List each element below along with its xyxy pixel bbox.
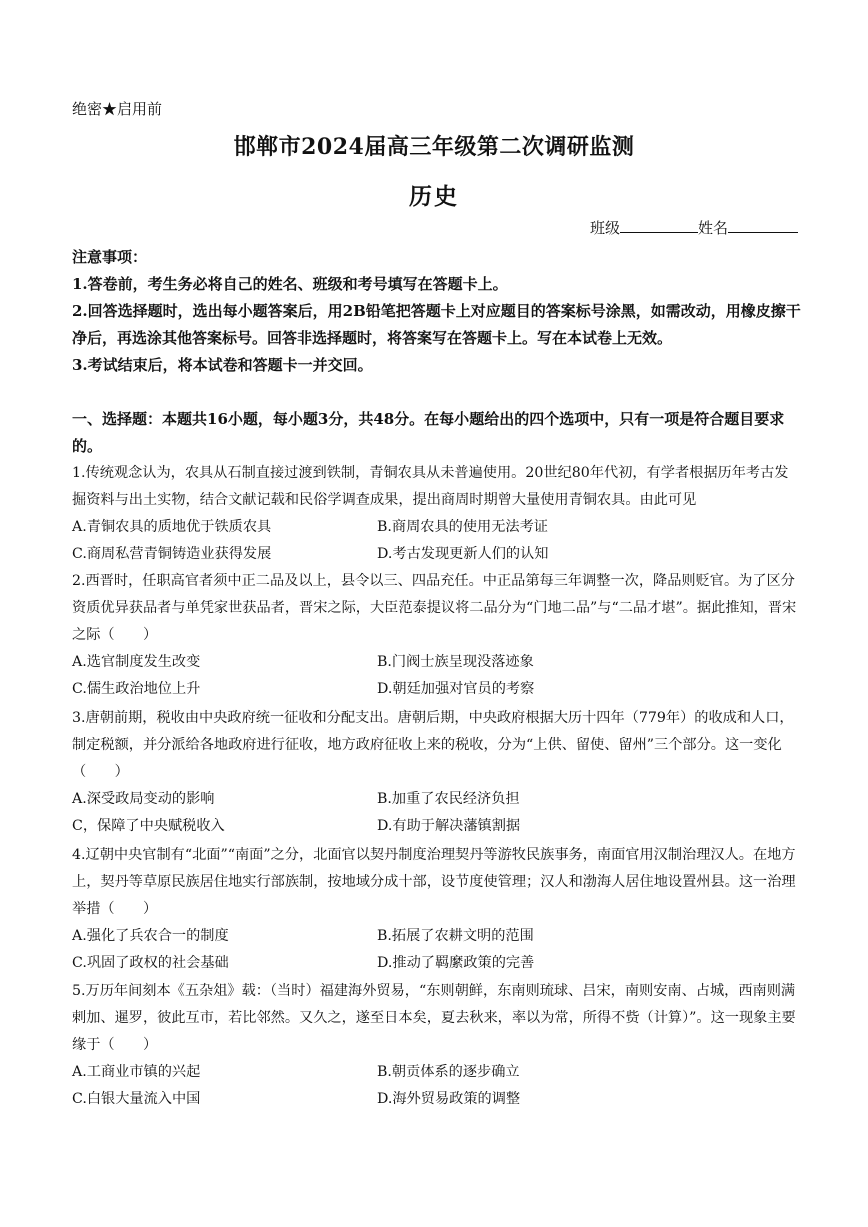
option-d[interactable]: D.朝廷加强对官员的考察 [377,681,535,697]
class-label: 班级 [589,219,620,237]
question-options [72,923,802,977]
question-stem: 5.万历年间刻本《五杂俎》载：（当时）福建海外贸易，“东则朝鲜，东南则琉球、吕宋，南则安南、占城，西南则满剌加、暹罗，彼此互市，若比邻然。又久之，遂至日本矣，夏去秋来，率以为常，所得不赀（计算）”。这一现象主要缘于（ ） [72,983,796,1053]
confidential-mark: 绝密★启用前 [72,100,163,118]
option-b[interactable]: B.朝贡体系的逐步确立 [377,1064,520,1080]
question-2 [72,568,802,703]
option-a[interactable]: A.强化了兵农合一的制度 [72,928,229,944]
subject-title: 历史 [409,183,459,210]
question-3 [72,705,802,840]
option-d[interactable]: D.有助于解决藩镇割据 [377,818,521,834]
question-stem: 4.辽朝中央官制有“北面”“南面”之分，北面官以契丹制度治理契丹等游牧民族事务，南面官用汉制治理汉人。在地方上，契丹等草原民族居住地实行部族制，按地域分成十部，设节度使管理；汉人和渤海人居住地设置州县。这一治理举措（ ） [72,847,796,917]
question-stem: 2.西晋时，任职高官者须中正二品及以上，县令以三、四品充任。中正品第每三年调整一次，降品则贬官。为了区分资质优异获品者与单凭家世获品者，晋宋之际，大臣范泰提议将二品分为“门地二品”与“二品才堪”。据此推知，晋宋之际（ ） [72,573,797,643]
option-c[interactable]: C.巩固了政权的社会基础 [72,955,229,971]
exam-title: 邯郸市2024届高三年级第二次调研监测 [233,134,635,160]
notes-heading: 注意事项： [72,248,148,266]
notes-item: 2.回答选择题时，选出每小题答案后，用2B铅笔把答题卡上对应题目的答案标号涂黑，如需改动，用橡皮擦干净后，再选涂其他答案标号。回答非选择题时，将答案写在答题卡上。写在本试卷上无效。 [72,302,801,347]
question-5 [72,978,802,1113]
option-b[interactable]: B.商周农具的使用无法考证 [377,519,548,535]
notes-item: 1.答卷前，考生务必将自己的姓名、班级和考号填写在答题卡上。 [72,275,508,293]
class-blank [620,218,698,233]
option-b[interactable]: B.加重了农民经济负担 [377,791,520,807]
notes-item: 3.考试结束后，将本试卷和答题卡一并交回。 [72,356,373,374]
notes-section [72,244,802,379]
option-d[interactable]: D.考古发现更新人们的认知 [377,546,549,562]
student-info-line [590,217,798,238]
section-heading: 一、选择题：本题共16小题，每小题3分，共48分。在每小题给出的四个选项中，只有一项是符合题目要求的。 [72,410,785,455]
name-label: 姓名 [697,219,728,237]
question-stem: 3.唐朝前期，税收由中央政府统一征收和分配支出。唐朝后期，中央政府根据大历十四年（779年）的收成和人口，制定税额，并分派给各地政府进行征收，地方政府征收上来的税收，分为“上供、留使、留州”三个部分。这一变化（ ） [72,710,794,780]
option-c[interactable]: C.白银大量流入中国 [72,1091,201,1107]
option-c[interactable]: C.儒生政治地位上升 [72,681,201,697]
option-c[interactable]: C，保障了中央赋税收入 [72,818,225,834]
option-c[interactable]: C.商周私营青铜铸造业获得发展 [72,546,272,562]
option-b[interactable]: B.拓展了农耕文明的范围 [377,928,534,944]
question-1 [72,460,802,568]
name-blank [728,218,798,233]
question-options [72,649,802,703]
option-b[interactable]: B.门阀士族呈现没落迹象 [377,654,534,670]
question-options [72,1059,802,1113]
question-options [72,514,802,568]
option-a[interactable]: A.工商业市镇的兴起 [72,1064,201,1080]
option-d[interactable]: D.海外贸易政策的调整 [377,1091,521,1107]
question-options [72,786,802,840]
question-4 [72,842,802,977]
option-a[interactable]: A.选官制度发生改变 [72,654,201,670]
option-d[interactable]: D.推动了羁縻政策的完善 [377,955,535,971]
question-stem: 1.传统观念认为，农具从石制直接过渡到铁制，青铜农具从未普遍使用。20世纪80年代初，有学者根据历年考古发掘资料与出土实物，结合文献记载和民俗学调查成果，提出商周时期曾大量使用青铜农具。由此可见 [72,465,789,508]
option-a[interactable]: A.青铜农具的质地优于铁质农具 [72,519,272,535]
option-a[interactable]: A.深受政局变动的影响 [72,791,215,807]
